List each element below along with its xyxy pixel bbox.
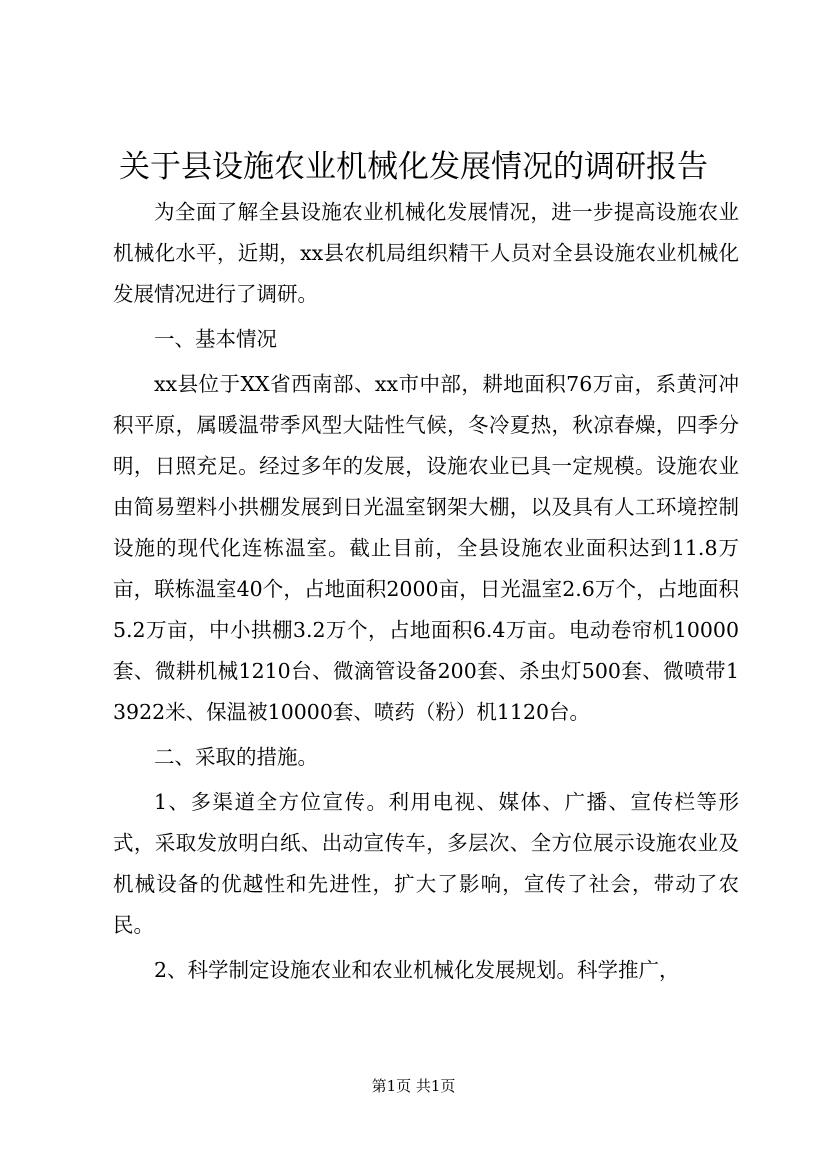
page-number: 第1页 共1页 (371, 1077, 456, 1095)
paragraph-measure-1: 1、多渠道全方位宣传。利用电视、媒体、广播、宣传栏等形式，采取发放明白纸、出动宣传车，多层次、全方位展示设施农业及机械设备的优越性和先进性，扩大了影响，宣传了社会，带动了农民。 (113, 790, 739, 937)
section-heading-basic: 一、基本情况 (154, 327, 277, 351)
paragraph-basic-info: xx县位于XX省西南部、xx市中部，耕地面积76万亩，系黄河冲积平原，属暖温带季风型大陆性气候，冬冷夏热，秋凉春燥，四季分明，日照充足。经过多年的发展，设施农业已具一定规模。设施农业由简易塑料小拱棚发展到日光温室钢架大棚，以及具有人工环境控制设施的现代化连栋温室。截止目前，全县设施农业面积达到11.8万亩，联栋温室40个，占地面积2000亩，日光温室2.6万个，占地面积5.2万亩，中小拱棚3.2万个，占地面积6.4万亩。电动卷帘机10000套、微耕机械1210台、微滴管设备200套、杀虫灯500套、微喷带13922米、保温被10000套、喷药（粉）机1120台。 (113, 372, 739, 724)
paragraph-intro: 为全面了解全县设施农业机械化发展情况，进一步提高设施农业机械化水平，近期，xx县农机局组织精干人员对全县设施农业机械化发展情况进行了调研。 (113, 200, 739, 306)
section-heading-measures: 二、采取的措施。 (154, 745, 318, 769)
document-title: 关于县设施农业机械化发展情况的调研报告 (119, 149, 708, 185)
document-body (113, 192, 739, 991)
paragraph-measure-2: 2、科学制定设施农业和农业机械化发展规划。科学推广， (154, 958, 680, 982)
